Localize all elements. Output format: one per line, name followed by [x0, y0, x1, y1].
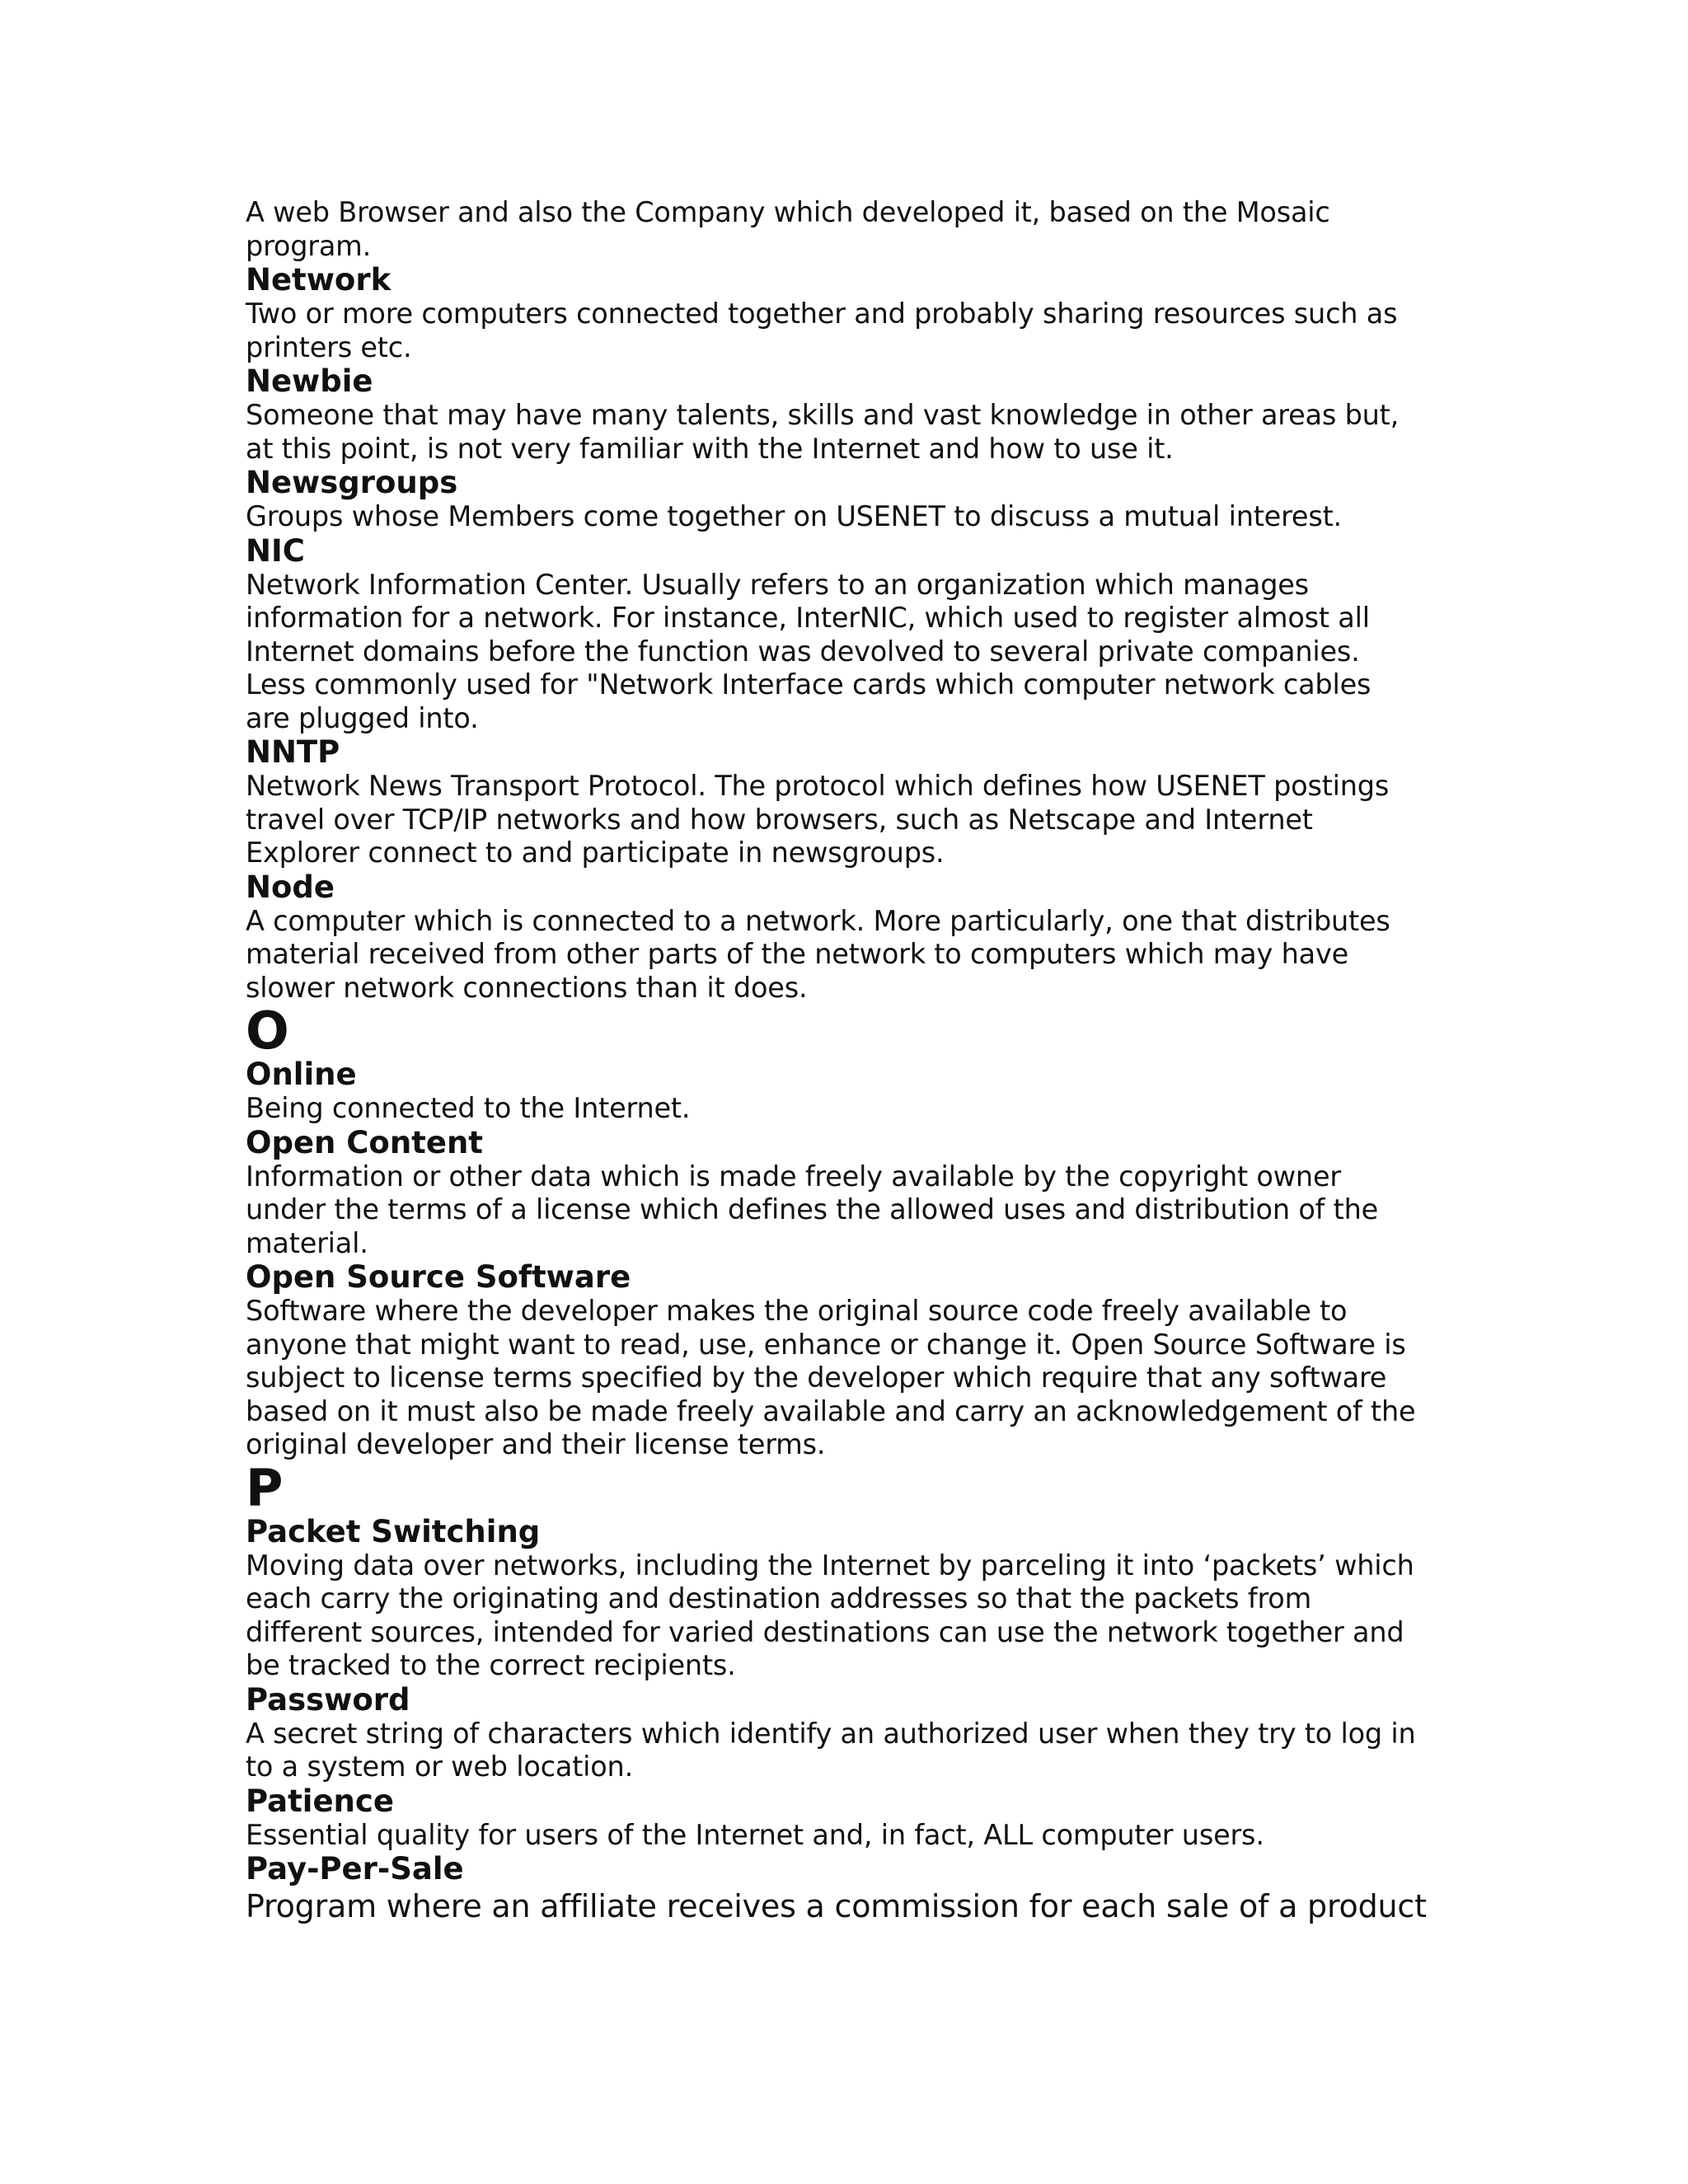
intro-definition: A web Browser and also the Company which developed it, based on the Mosaic program. — [246, 196, 1330, 262]
glossary-term: Node — [246, 869, 335, 905]
glossary-definition: Groups whose Members come together on USENET to discuss a mutual interest. — [246, 500, 1342, 532]
glossary-term: Open Source Software — [246, 1259, 631, 1295]
glossary-page — [246, 196, 1465, 1926]
glossary-definition: Essential quality for users of the Internet and, in fact, ALL computer users. — [246, 1818, 1264, 1851]
glossary-definition: A computer which is connected to a network. More particularly, one that distributes material received from other parts of the network to computers which may have slower network connections than it does. — [246, 904, 1390, 1004]
glossary-definition: Two or more computers connected together and probably sharing resources such as printers etc. — [246, 298, 1398, 363]
glossary-term: NNTP — [246, 734, 340, 770]
glossary-term: Newbie — [246, 363, 373, 399]
section-letter-heading: O — [246, 1001, 289, 1061]
glossary-definition: Network Information Center. Usually refers to an organization which manages information for a network. For instance, InterNIC, which used to register almost all Internet domains before the function was devolved to several private companies. Less commonly used for "Network Interface cards which computer network cables are plugged into. — [246, 568, 1372, 734]
glossary-term: Pay-Per-Sale — [246, 1851, 464, 1886]
glossary-term: Newsgroups — [246, 465, 458, 500]
glossary-entries — [246, 263, 1465, 1926]
glossary-term: Password — [246, 1681, 410, 1718]
glossary-term: NIC — [246, 532, 305, 569]
section-letter-heading: P — [246, 1457, 284, 1518]
glossary-definition: Being connected to the Internet. — [246, 1092, 691, 1124]
glossary-definition: Someone that may have many talents, skills and vast knowledge in other areas but, at this point, is not very familiar with the Internet and how to use it. — [246, 399, 1400, 465]
glossary-definition: Moving data over networks, including the Internet by parceling it into ‘packets’ which each carry the originating and destination addresses so that the packets from different sources, intended for varied destinations can use the network together and be tracked to the correct recipients. — [246, 1549, 1414, 1681]
glossary-term: Packet Switching — [246, 1513, 541, 1549]
glossary-term: Online — [246, 1057, 357, 1092]
glossary-definition: Program where an affiliate receives a commission for each sale of a product — [246, 1888, 1427, 1924]
glossary-definition: Software where the developer makes the original source code freely available to anyone that might want to read, use, enhance or change it. Open Source Software is subject to license terms specified by the developer which require that any software based on it must also be made freely available and carry an acknowledgement of the original developer and their license terms. — [246, 1295, 1416, 1460]
glossary-term: Patience — [246, 1783, 394, 1819]
glossary-definition: A secret string of characters which identify an authorized user when they try to log in to a system or web location. — [246, 1717, 1416, 1783]
glossary-term: Open Content — [246, 1124, 483, 1160]
glossary-definition: Information or other data which is made freely available by the copyright owner under the terms of a license which defines the allowed uses and distribution of the material. — [246, 1160, 1379, 1259]
glossary-definition: Network News Transport Protocol. The protocol which defines how USENET postings travel over TCP/IP networks and how browsers, such as Netscape and Internet Explorer connect to and participate in newsgroups. — [246, 770, 1390, 869]
glossary-term: Network — [246, 262, 392, 298]
